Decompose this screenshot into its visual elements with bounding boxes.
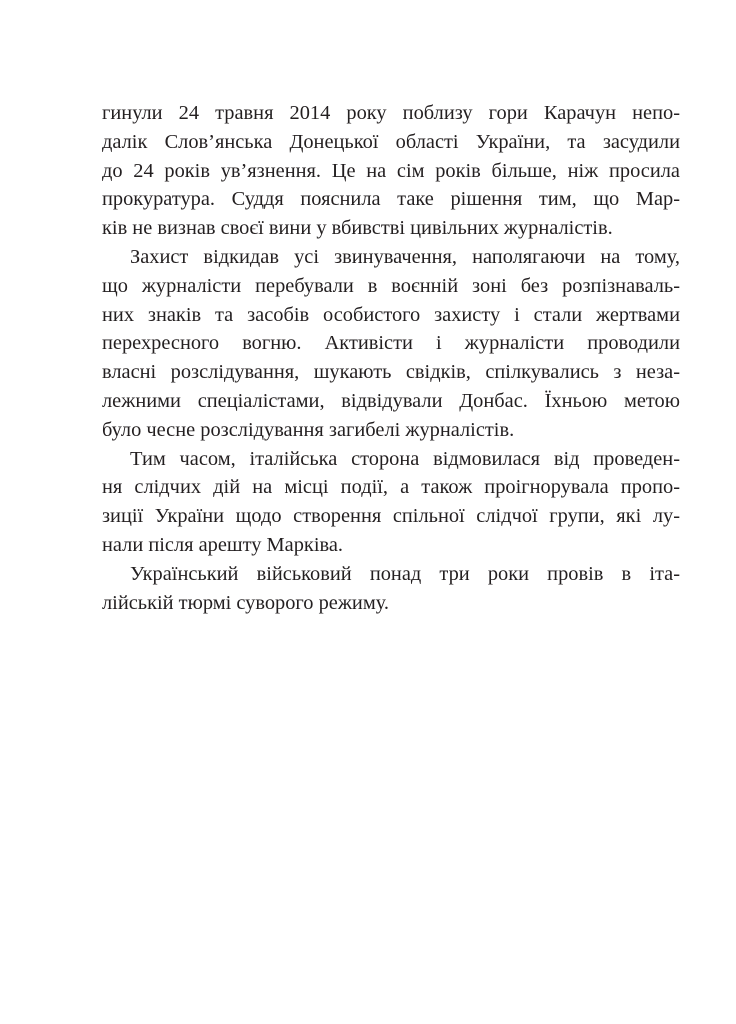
- text-line: ня слідчих дій на місці події, а також проігнорувала пропо-: [102, 476, 680, 499]
- text-line: лійській тюрмі суворого режиму.: [102, 591, 389, 614]
- text-line: Тим часом, італійська сторона відмовилася від проведен-: [130, 447, 680, 470]
- text-line: до 24 років ув’язнення. Це на сім років більше, ніж просила: [102, 159, 680, 182]
- paragraph-3: [102, 445, 680, 560]
- text-line: далік Слов’янська Донецької області України, та засудили: [102, 130, 680, 153]
- text-line: Захист відкидав усі звинувачення, наполягаючи на тому,: [130, 245, 680, 268]
- document-page: [102, 99, 680, 617]
- text-line: них знаків та засобів особистого захисту і стали жертвами: [102, 303, 680, 326]
- text-line: що журналісти перебували в воєнній зоні без розпізнаваль-: [102, 274, 680, 297]
- text-line: зиції України щодо створення спільної слідчої групи, які лу-: [102, 505, 680, 528]
- text-line: Український військовий понад три роки провів в іта-: [130, 562, 680, 585]
- paragraph-1: [102, 99, 680, 243]
- paragraph-4: [102, 560, 680, 618]
- text-line: ків не визнав своєї вини у вбивстві цивільних журналістів.: [102, 217, 613, 240]
- text-line: прокуратура. Суддя пояснила таке рішення тим, що Мар-: [102, 188, 680, 211]
- text-line: власні розслідування, шукають свідків, спілкувались з неза-: [102, 361, 680, 384]
- text-line: гинули 24 травня 2014 року поблизу гори Карачун непо-: [102, 102, 680, 124]
- text-line: лежними спеціалістами, відвідували Донбас. Їхньою метою: [102, 389, 680, 412]
- text-line: було чесне розслідування загибелі журналістів.: [102, 418, 515, 441]
- paragraph-2: [102, 243, 680, 445]
- text-line: нали після арешту Марківа.: [102, 533, 343, 556]
- text-line: перехресного вогню. Активісти і журналісти проводили: [102, 332, 680, 355]
